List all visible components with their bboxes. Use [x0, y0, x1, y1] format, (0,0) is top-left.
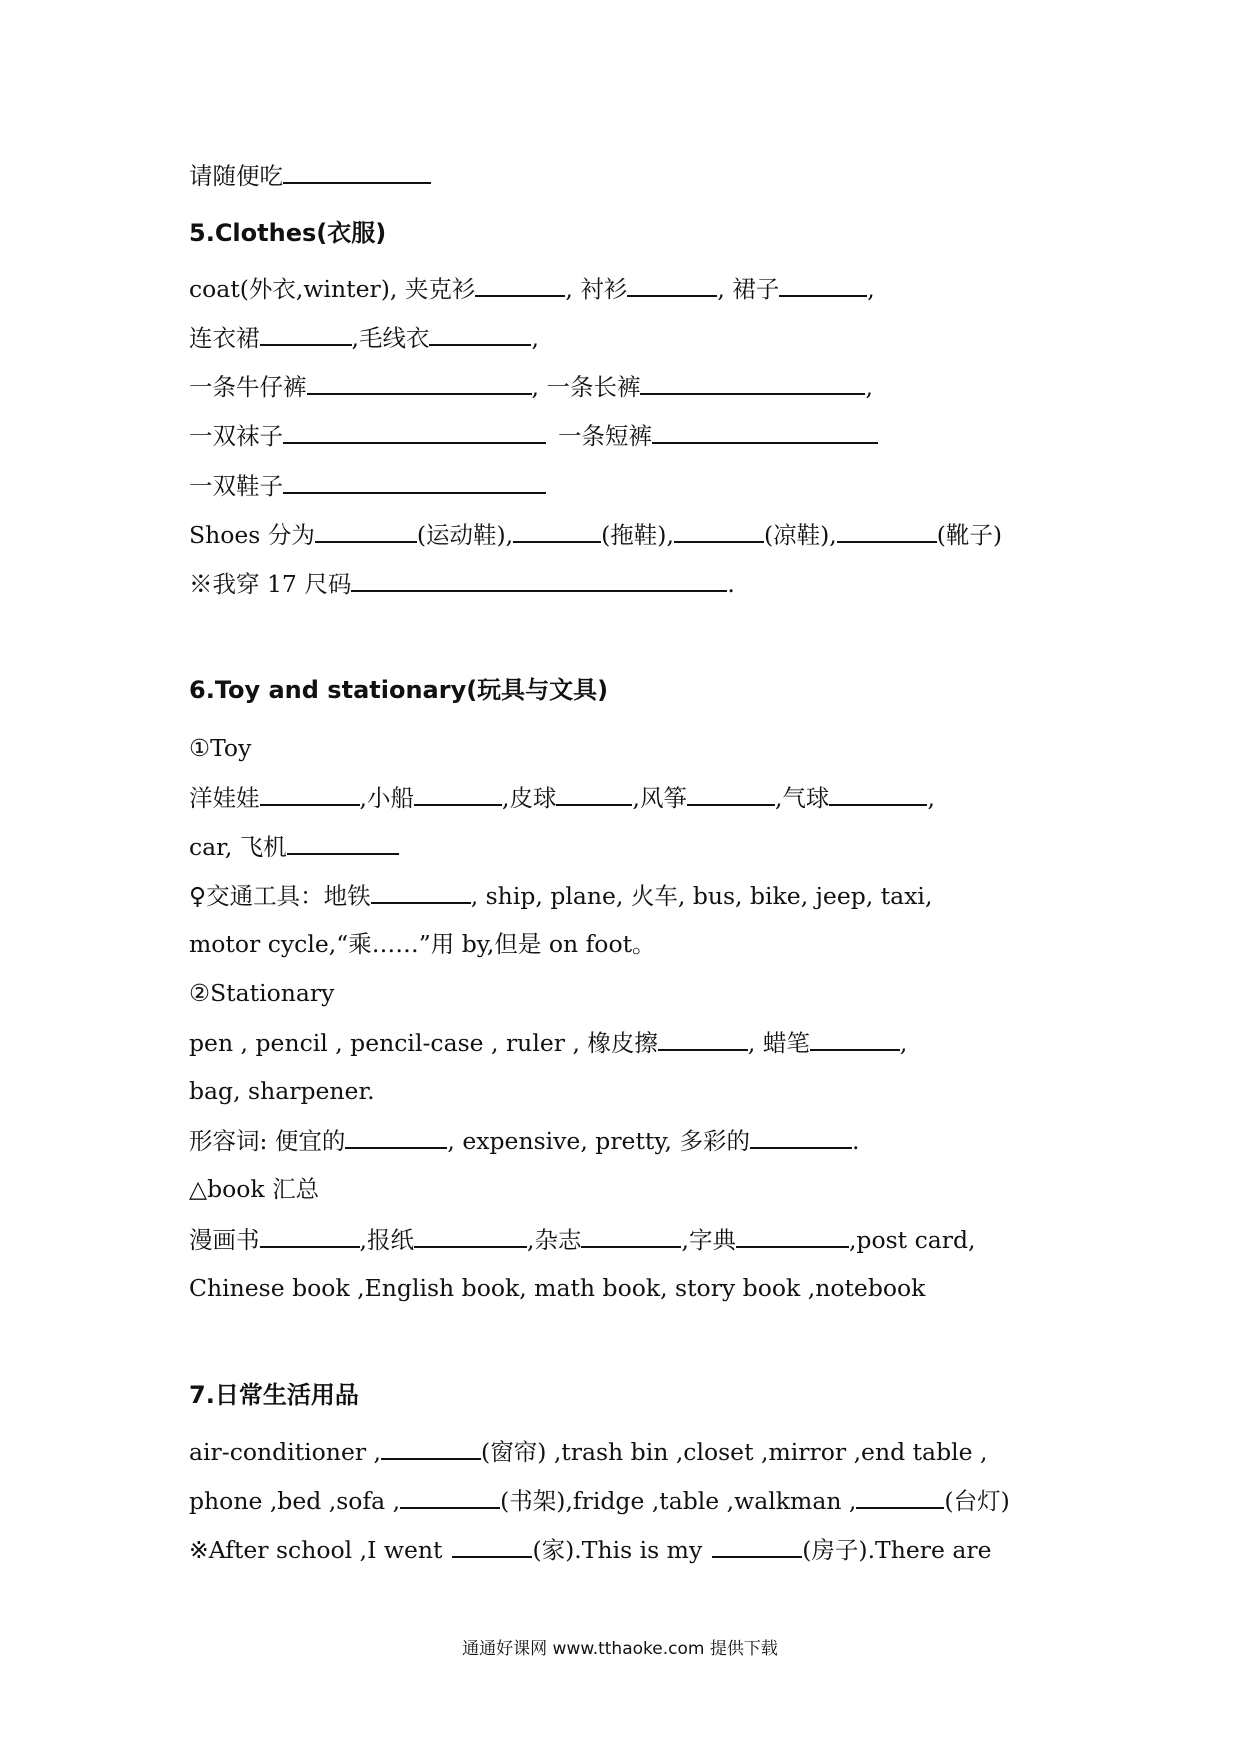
answer-blank[interactable] — [283, 470, 546, 494]
line-text: 一双鞋子 — [189, 472, 283, 500]
line-text: coat(外衣,winter), 夹克衫 — [189, 275, 476, 303]
line-text: (靴子) — [936, 521, 1003, 549]
answer-blank[interactable] — [381, 1436, 481, 1460]
line-text: 漫画书 — [189, 1226, 260, 1254]
line-text: , — [865, 373, 873, 401]
line-text: ※After school ,I went — [189, 1536, 443, 1564]
line-text: 洋娃娃 — [189, 784, 260, 812]
line-text: ,字典 — [681, 1226, 736, 1254]
book-label: △book 汇总 — [189, 1175, 320, 1203]
line-text: ,报纸 — [359, 1226, 414, 1254]
answer-blank[interactable] — [736, 1224, 849, 1248]
line-text: , ship, plane, 火车, bus, bike, jeep, taxi, — [470, 882, 933, 910]
answer-blank[interactable] — [750, 1125, 852, 1149]
toy-line-1 — [189, 782, 935, 813]
line-text: (书架),fridge ,table ,walkman , — [500, 1487, 857, 1515]
line-text: car, 飞机 — [189, 833, 287, 861]
line-text: 一双袜子 — [189, 422, 283, 450]
line-text: ,气球 — [774, 784, 830, 812]
answer-blank[interactable] — [829, 782, 927, 806]
line-text: 一条短裤 — [558, 422, 652, 450]
daily-line-2 — [189, 1485, 1010, 1516]
line-text: ,post card, — [848, 1226, 976, 1254]
line-text: , 裙子 — [717, 275, 780, 303]
answer-blank[interactable] — [779, 273, 867, 297]
transport-line-1 — [189, 880, 932, 911]
line-text: , — [899, 1029, 908, 1057]
page-footer: 通通好课网 www.tthaoke.com 提供下载 — [462, 1639, 778, 1659]
daily-line-3 — [189, 1534, 992, 1565]
line-text: , — [927, 784, 935, 812]
answer-blank[interactable] — [856, 1485, 944, 1509]
answer-blank[interactable] — [345, 1125, 447, 1149]
answer-blank[interactable] — [640, 371, 865, 395]
answer-blank[interactable] — [414, 1224, 527, 1248]
line-text: (家).This is my — [532, 1536, 703, 1564]
answer-blank[interactable] — [513, 519, 601, 543]
answer-blank[interactable] — [315, 519, 417, 543]
answer-blank[interactable] — [712, 1534, 802, 1558]
answer-blank[interactable] — [351, 568, 727, 592]
answer-blank[interactable] — [260, 782, 360, 806]
line-text: , — [867, 275, 875, 303]
answer-blank[interactable] — [556, 782, 632, 806]
answer-blank[interactable] — [452, 1534, 532, 1558]
line-text: ,风筝 — [632, 784, 687, 812]
line-text: ,毛线衣 — [351, 324, 430, 352]
answer-blank[interactable] — [581, 1224, 681, 1248]
size-line — [189, 568, 735, 599]
line-text: , expensive, pretty, 多彩的 — [447, 1127, 750, 1155]
answer-blank[interactable] — [658, 1027, 748, 1051]
section-7-heading: 7.日常生活用品 — [189, 1381, 359, 1409]
clothes-line-4 — [189, 420, 878, 451]
answer-blank[interactable] — [414, 782, 502, 806]
answer-blank[interactable] — [260, 1224, 360, 1248]
line-text: , — [531, 324, 539, 352]
line-text: , 一条长裤 — [531, 373, 641, 401]
line-text: pen , pencil , pencil-case , ruler , 橡皮擦 — [189, 1029, 658, 1057]
line-text: ,皮球 — [501, 784, 557, 812]
toy-line-2 — [189, 831, 399, 862]
section-6-heading: 6.Toy and stationary(玩具与文具) — [189, 676, 609, 704]
eat-prompt-line — [189, 160, 431, 191]
adjective-line — [189, 1125, 859, 1156]
line-text: 形容词: 便宜的 — [189, 1127, 346, 1155]
stationary-line-2: bag, sharpener. — [189, 1077, 375, 1105]
answer-blank[interactable] — [283, 160, 431, 184]
answer-blank[interactable] — [287, 831, 399, 855]
answer-blank[interactable] — [429, 322, 531, 346]
answer-blank[interactable] — [674, 519, 764, 543]
stationary-line-1 — [189, 1027, 907, 1058]
section-5-heading: 5.Clothes(衣服) — [189, 219, 387, 247]
line-text: (窗帘) ,trash bin ,closet ,mirror ,end table , — [481, 1438, 988, 1466]
answer-blank[interactable] — [400, 1485, 500, 1509]
line-text: (拖鞋), — [601, 521, 674, 549]
line-text: , 衬衫 — [565, 275, 628, 303]
eat-prompt-text: 请随便吃 — [189, 162, 283, 190]
line-text: Shoes 分为 — [189, 521, 315, 549]
answer-blank[interactable] — [810, 1027, 900, 1051]
answer-blank[interactable] — [307, 371, 532, 395]
line-text: . — [727, 570, 735, 598]
line-text: 一条牛仔裤 — [189, 373, 307, 401]
clothes-line-2 — [189, 322, 539, 353]
book-line-2: Chinese book ,English book, math book, story book ,notebook — [189, 1274, 926, 1302]
answer-blank[interactable] — [627, 273, 717, 297]
answer-blank[interactable] — [687, 782, 775, 806]
shoes-line — [189, 519, 1002, 550]
answer-blank[interactable] — [260, 322, 352, 346]
clothes-line-5 — [189, 470, 546, 501]
line-text: 连衣裙 — [189, 324, 260, 352]
line-text: phone ,bed ,sofa , — [189, 1487, 401, 1515]
daily-line-1 — [189, 1436, 987, 1467]
transport-line-2: motor cycle,“乘……”用 by,但是 on foot。 — [189, 930, 656, 958]
line-text: (台灯) — [944, 1487, 1010, 1515]
answer-blank[interactable] — [652, 420, 878, 444]
answer-blank[interactable] — [837, 519, 937, 543]
clothes-line-3 — [189, 371, 873, 402]
answer-blank[interactable] — [283, 420, 546, 444]
line-text: . — [851, 1127, 860, 1155]
line-text: ,小船 — [359, 784, 414, 812]
line-text: ♀交通工具：地铁 — [189, 882, 371, 910]
stationary-label: ②Stationary — [189, 979, 335, 1007]
line-text: ,杂志 — [526, 1226, 582, 1254]
line-text: (房子).There are — [802, 1536, 992, 1564]
answer-blank[interactable] — [475, 273, 565, 297]
line-text: air-conditioner , — [189, 1438, 382, 1466]
line-text: ※我穿 17 尺码 — [189, 570, 352, 598]
toy-label: ①Toy — [189, 734, 252, 762]
line-text: , 蜡笔 — [747, 1029, 810, 1057]
clothes-line-1 — [189, 273, 875, 304]
line-text: (运动鞋), — [416, 521, 514, 549]
line-text: (凉鞋), — [763, 521, 837, 549]
answer-blank[interactable] — [371, 880, 471, 904]
book-line-1 — [189, 1224, 976, 1255]
